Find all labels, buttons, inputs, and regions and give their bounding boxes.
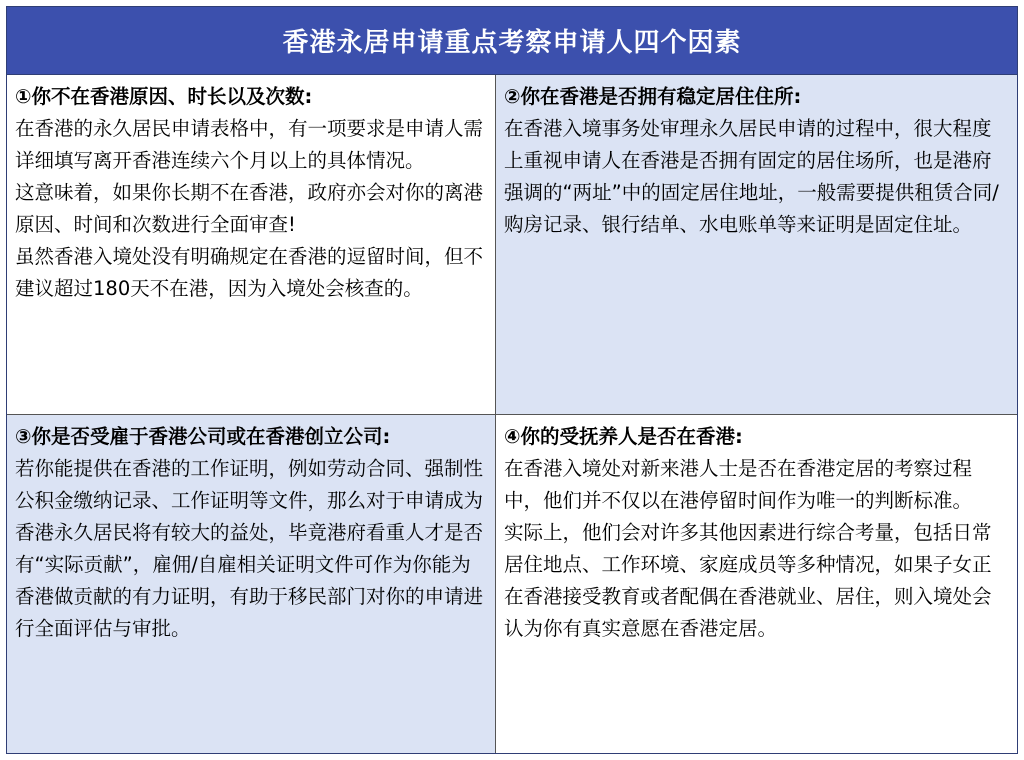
factor-title-3: ③你是否受雇于香港公司或在香港创立公司:: [15, 425, 391, 448]
factor-1-paragraph-1: 在香港的永久居民申请表格中，有一项要求是申请人需详细填写离开香港连续六个月以上的具体情况。: [15, 117, 484, 172]
factor-1-paragraph-3: 虽然香港入境处没有明确规定在香港的逗留时间，但不建议超过180天不在港，因为入境处会核查的。: [15, 245, 484, 300]
factor-3-paragraph-1: 若你能提供在香港的工作证明，例如劳动合同、强制性公积金缴纳记录、工作证明等文件，那么对于申请成为香港永久居民将有较大的益处，毕竟港府看重人才是否有“实际贡献”，雇佣/自雇相关证明文件可作为你能为香港做贡献的有力证明，有助于移民部门对你的申请进行全面评估与审批。: [15, 457, 484, 640]
factor-cell-4: [496, 415, 1017, 753]
factor-4-paragraph-1: 在香港入境处对新来港人士是否在香港定居的考察过程中，他们并不仅以在港停留时间作为唯一的判断标准。: [504, 457, 973, 512]
factor-title-1: ①你不在香港原因、时长以及次数:: [15, 85, 313, 108]
factor-title-4: ④你的受抚养人是否在香港:: [504, 425, 743, 448]
factor-4-paragraph-2: 实际上，他们会对许多其他因素进行综合考量，包括日常居住地点、工作环境、家庭成员等多种情况，如果子女正在香港接受教育或者配偶在香港就业、居住，则入境处会认为你有真实意愿在香港定居。: [504, 521, 992, 640]
factors-table: [6, 6, 1018, 754]
table-title: 香港永居申请重点考察申请人四个因素: [7, 7, 1017, 75]
factor-body-1: [15, 113, 487, 305]
factor-body-3: [15, 453, 487, 645]
factor-cell-3: [7, 415, 496, 753]
factor-cell-1: [7, 75, 496, 415]
factor-2-paragraph-1: 在香港入境事务处审理永久居民申请的过程中，很大程度上重视申请人在香港是否拥有固定的居住场所，也是港府强调的“两址”中的固定居住地址，一般需要提供租赁合同/购房记录、银行结单、水电账单等来证明是固定住址。: [504, 117, 999, 236]
factor-1-paragraph-2: 这意味着，如果你长期不在香港，政府亦会对你的离港原因、时间和次数进行全面审查!: [15, 181, 484, 236]
factor-title-2: ②你在香港是否拥有稳定居住住所:: [504, 85, 802, 108]
factor-cell-2: [496, 75, 1017, 415]
factor-body-4: [504, 453, 1009, 645]
factor-body-2: [504, 113, 1009, 241]
